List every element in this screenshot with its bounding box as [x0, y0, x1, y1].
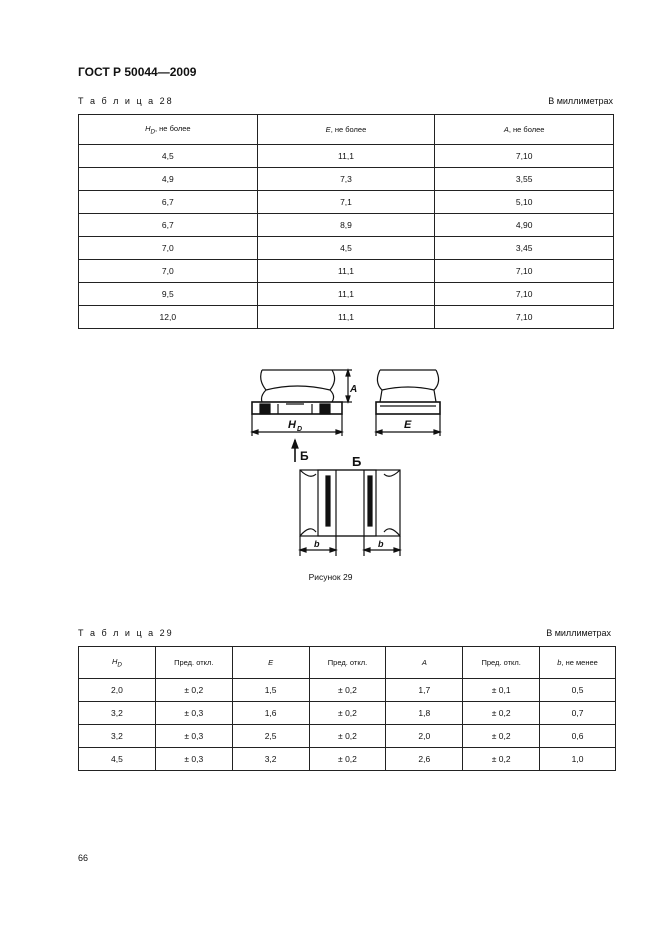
table-29	[78, 646, 616, 771]
table-cell: 7,3	[257, 168, 435, 191]
table-28-units: В миллиметрах	[548, 96, 613, 106]
table29-header-1	[155, 647, 232, 679]
table-cell: 3,2	[79, 725, 156, 748]
table-row	[79, 283, 614, 306]
table-cell: 1,0	[540, 748, 616, 771]
document-header-title: ГОСТ Р 50044—2009	[78, 65, 197, 79]
table-cell: 7,0	[79, 237, 258, 260]
dim-label-b-left: b	[314, 539, 320, 549]
view-label-b: Б	[352, 454, 362, 469]
table-29-caption: Т а б л и ц а 29	[78, 628, 174, 638]
table-cell: 7,10	[435, 145, 614, 168]
table-cell: 4,5	[79, 145, 258, 168]
table-row	[79, 725, 616, 748]
header-symbol: b	[557, 658, 562, 667]
table-row	[79, 702, 616, 725]
table-cell: ± 0,2	[463, 702, 540, 725]
table-28-caption: Т а б л и ц а 28	[78, 96, 174, 106]
header-subscript: D	[117, 661, 122, 669]
table-cell: 0,6	[540, 725, 616, 748]
table-cell: 1,7	[386, 679, 463, 702]
header-subscript: D	[150, 128, 155, 136]
table-cell: 7,10	[435, 260, 614, 283]
table-cell: ± 0,3	[155, 725, 232, 748]
table-cell: 6,7	[79, 191, 258, 214]
table-cell: ± 0,2	[155, 679, 232, 702]
header-text: Пред. откл.	[327, 658, 368, 667]
table-cell: 8,9	[257, 214, 435, 237]
table-cell: ± 0,2	[463, 748, 540, 771]
table-row	[79, 168, 614, 191]
table-cell: 3,55	[435, 168, 614, 191]
table-cell: 1,6	[232, 702, 309, 725]
header-symbol: A	[503, 125, 509, 134]
table29-header-5	[463, 647, 540, 679]
table29-header-3	[309, 647, 386, 679]
header-symbol: E	[268, 658, 274, 667]
dim-label-a: A	[350, 384, 358, 395]
header-text: Пред. откл.	[174, 658, 214, 667]
table-row	[79, 214, 614, 237]
arrow-label-b: Б	[300, 449, 309, 463]
table-cell: ± 0,2	[309, 725, 386, 748]
figure-29-caption: Рисунок 29	[308, 572, 353, 582]
table-row	[79, 237, 614, 260]
table-cell: 2,5	[232, 725, 309, 748]
table-cell: 1,5	[232, 679, 309, 702]
table-cell: 7,10	[435, 283, 614, 306]
header-symbol: H	[145, 123, 151, 133]
figure-29-drawing	[240, 360, 460, 560]
dim-label-hd: H	[288, 419, 296, 431]
dim-label-b-right: b	[378, 539, 384, 549]
table-cell: 2,6	[386, 748, 463, 771]
table-row	[79, 191, 614, 214]
table28-header-0	[79, 115, 258, 145]
table-cell: 0,5	[540, 679, 616, 702]
table-cell: 11,1	[257, 145, 435, 168]
table-cell: 7,10	[435, 306, 614, 329]
table-cell: 7,0	[79, 260, 258, 283]
table29-header-4	[386, 647, 463, 679]
table-cell: ± 0,3	[155, 748, 232, 771]
table-cell: 7,1	[257, 191, 435, 214]
table-cell: 11,1	[257, 283, 435, 306]
table-row	[79, 306, 614, 329]
table-cell: 11,1	[257, 260, 435, 283]
table29-header-2	[232, 647, 309, 679]
table-cell: 1,8	[386, 702, 463, 725]
table-cell: ± 0,1	[463, 679, 540, 702]
dim-label-e: E	[404, 419, 412, 431]
table-cell: 2,0	[386, 725, 463, 748]
header-text: , не более	[508, 125, 545, 134]
table-cell: ± 0,2	[309, 748, 386, 771]
table29-header-0	[79, 647, 156, 679]
table-cell: 6,7	[79, 214, 258, 237]
table-cell: 4,5	[257, 237, 435, 260]
table-row	[79, 260, 614, 283]
table-row	[79, 748, 616, 771]
table-cell: 9,5	[79, 283, 258, 306]
header-symbol: H	[111, 656, 118, 666]
table28-header-2	[435, 115, 614, 145]
table-cell: 2,0	[79, 679, 156, 702]
table28-header-1	[257, 115, 435, 145]
dim-label-hd-sub: D	[297, 426, 303, 433]
header-text: , не более	[155, 123, 191, 133]
table-cell: 3,2	[79, 702, 156, 725]
table-cell: 0,7	[540, 702, 616, 725]
table-cell: 4,90	[435, 214, 614, 237]
table-cell: 4,5	[79, 748, 156, 771]
page-number: 66	[78, 853, 89, 863]
table-29-units: В миллиметрах	[546, 628, 611, 638]
header-text: Пред. откл.	[481, 658, 521, 667]
table-28	[78, 114, 614, 329]
table-cell: ± 0,2	[309, 702, 386, 725]
table-cell: ± 0,2	[463, 725, 540, 748]
header-symbol: E	[325, 125, 331, 134]
header-text: , не менее	[561, 658, 598, 667]
table-cell: 5,10	[435, 191, 614, 214]
table-cell: 11,1	[257, 306, 435, 329]
table29-header-6	[540, 647, 616, 679]
table-cell: ± 0,2	[309, 679, 386, 702]
table-cell: ± 0,3	[155, 702, 232, 725]
table-cell: 12,0	[79, 306, 258, 329]
table-cell: 4,9	[79, 168, 258, 191]
table-cell: 3,45	[435, 237, 614, 260]
header-symbol: A	[421, 658, 427, 667]
table-row	[79, 145, 614, 168]
header-text: , не более	[330, 125, 367, 134]
table-row	[79, 679, 616, 702]
table-cell: 3,2	[232, 748, 309, 771]
